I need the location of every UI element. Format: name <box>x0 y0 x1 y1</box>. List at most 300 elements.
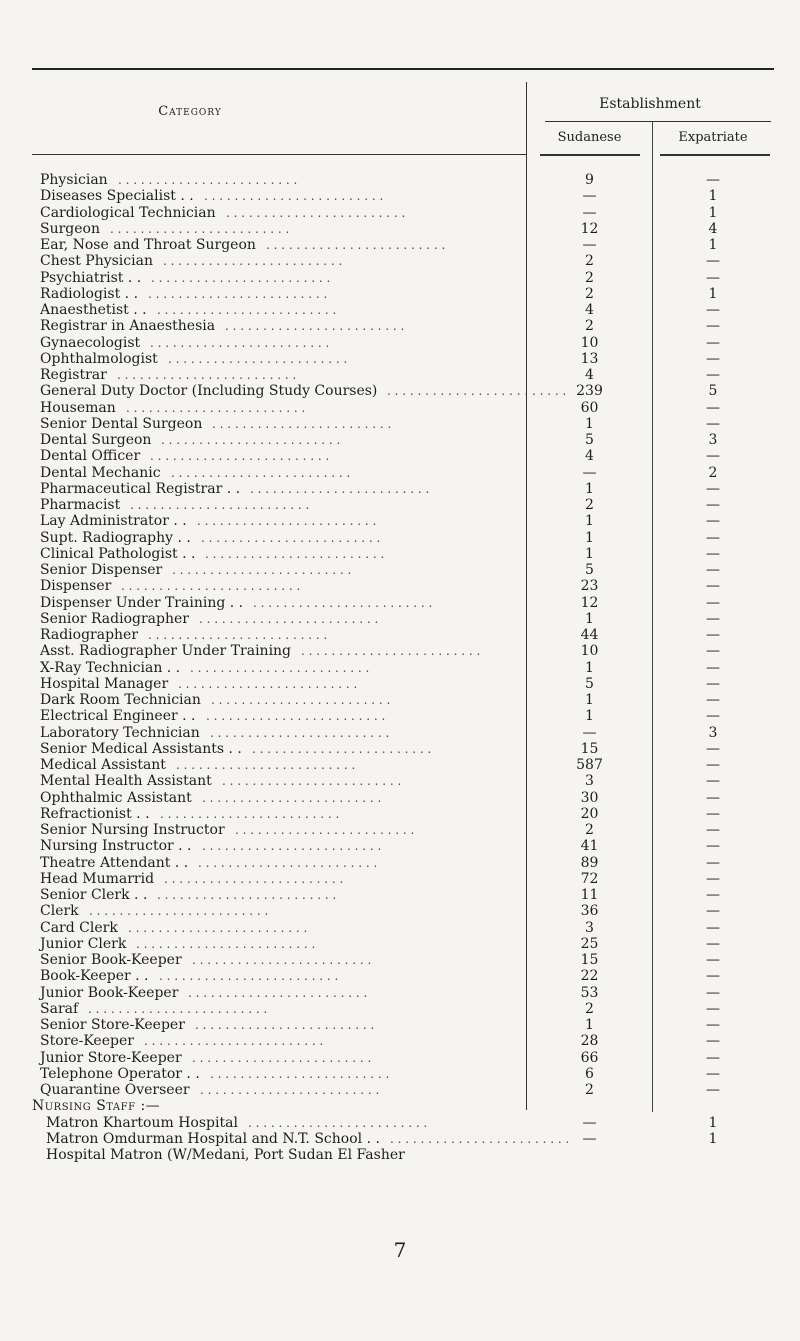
dot-leader: . . . . . . . . . . . . . . . . . . . . . . . . <box>222 774 402 789</box>
expatriate-count: — <box>706 594 720 611</box>
dot-leader: . . . . . . . . . . . . . . . . . . . . . . . . <box>121 579 301 594</box>
sudanese-count: 30 <box>580 789 599 806</box>
category-label: Senior Book-Keeper <box>40 952 182 968</box>
sudanese-count: 89 <box>580 854 599 871</box>
category-label: Junior Clerk <box>40 935 127 952</box>
expatriate-count: — <box>706 415 720 432</box>
category-label: Matron Omdurman Hospital and N.T. School . . <box>46 1130 380 1147</box>
category-label: Quarantine Overseer <box>40 1082 190 1098</box>
table-row <box>0 887 800 903</box>
sudanese-count: 9 <box>585 172 594 188</box>
expatriate-count: — <box>706 740 720 757</box>
table-row <box>0 188 800 204</box>
dot-leader: . . . . . . . . . . . . . . . . . . . . . . . . <box>204 189 384 204</box>
expatriate-count: — <box>706 968 720 985</box>
dot-leader: . . . . . . . . . . . . . . . . . . . . . . . . <box>126 400 306 415</box>
dot-leader: . . . . . . . . . . . . . . . . . . . . . . . . <box>198 855 378 870</box>
sudanese-count: — <box>582 204 597 221</box>
sudanese-count: 2 <box>585 822 594 838</box>
expatriate-count: — <box>706 1033 720 1050</box>
table-row <box>0 790 800 806</box>
expatriate-count: — <box>706 578 720 595</box>
expatriate-count: — <box>706 545 720 562</box>
expatriate-count: — <box>706 903 720 920</box>
expatriate-count: 2 <box>708 464 718 481</box>
sudanese-count: — <box>582 464 597 481</box>
category-label: Senior Dispenser <box>40 562 163 578</box>
table-row <box>0 1131 800 1147</box>
dot-leader: . . . . . . . . . . . . . . . . . . . . . . . . <box>190 660 370 675</box>
sudanese-count: — <box>582 188 597 205</box>
dot-leader: . . . . . . . . . . . . . . . . . . . . . . . . <box>168 351 348 366</box>
expatriate-count: — <box>706 610 720 627</box>
expatriate-count: — <box>706 789 720 806</box>
sudanese-count: 587 <box>576 757 603 773</box>
expatriate-count: — <box>706 1065 720 1082</box>
dot-leader: . . . . . . . . . . . . . . . . . . . . . . . . <box>210 725 390 740</box>
dot-leader: . . . . . . . . . . . . . . . . . . . . . . . . <box>250 481 430 496</box>
dot-leader: . . . . . . . . . . . . . . . . . . . . . . . . <box>171 465 351 480</box>
category-label: Theatre Attendant . . <box>40 854 189 871</box>
expatriate-count: 3 <box>708 724 718 741</box>
dot-leader: . . . . . . . . . . . . . . . . . . . . . . . . <box>192 1050 372 1065</box>
dot-leader: . . . . . . . . . . . . . . . . . . . . . . . . <box>151 270 331 285</box>
page-number: 7 <box>393 1238 407 1262</box>
dot-leader: . . . . . . . . . . . . . . . . . . . . . . . . <box>88 1001 268 1016</box>
dot-leader: . . . . . . . . . . . . . . . . . . . . . . . . <box>178 676 358 691</box>
category-label: Clerk <box>40 903 79 920</box>
table-row <box>0 351 800 367</box>
dot-leader: . . . . . . . . . . . . . . . . . . . . . . . . <box>211 693 391 707</box>
category-label: Nursing Instructor . . <box>40 838 192 855</box>
expatriate-count: — <box>706 399 720 416</box>
expatriate-count: — <box>706 822 720 838</box>
header-rule-right <box>660 154 770 156</box>
sudanese-count: 1 <box>585 545 594 562</box>
sudanese-count: 1 <box>585 1017 594 1033</box>
dot-leader: . . . . . . . . . . . . . . . . . . . . . . . . <box>195 1018 375 1032</box>
table-row <box>0 205 800 221</box>
expatriate-count: 5 <box>708 383 718 400</box>
dot-leader: . . . . . . . . . . . . . . . . . . . . . . . . <box>128 920 308 935</box>
category-label: Matron Khartoum Hospital <box>46 1114 238 1131</box>
category-label: Ophthalmologist <box>40 350 158 367</box>
sudanese-count: 2 <box>585 318 594 335</box>
expatriate-count: 1 <box>708 1130 718 1147</box>
header-rule-left <box>32 154 526 155</box>
expatriate-count: — <box>706 887 720 903</box>
dot-leader: . . . . . . . . . . . . . . . . . . . . . . . . <box>163 254 343 269</box>
table-row <box>0 708 800 724</box>
category-label: Electrical Engineer . . <box>40 708 196 725</box>
table-row <box>0 903 800 919</box>
expatriate-count: — <box>706 302 720 318</box>
table-row <box>0 985 800 1001</box>
dot-leader: . . . . . . . . . . . . . . . . . . . . . . . . <box>201 530 381 545</box>
table-row <box>0 383 800 399</box>
sudanese-count: 2 <box>585 285 594 302</box>
category-label: Chest Physician <box>40 253 153 270</box>
sudanese-count: 1 <box>585 415 594 432</box>
sudanese-count: 1 <box>585 513 594 530</box>
table-row <box>0 936 800 952</box>
dot-leader: . . . . . . . . . . . . . . . . . . . . . . . . <box>199 611 379 626</box>
sudanese-count: 23 <box>580 578 599 595</box>
expatriate-count: — <box>706 1017 720 1033</box>
table-row <box>0 595 800 611</box>
sudanese-count: 1 <box>585 659 594 676</box>
table-row <box>0 611 800 627</box>
sudanese-count: 2 <box>585 497 594 513</box>
table-row <box>0 465 800 481</box>
header-establishment-rule <box>545 121 771 122</box>
sudanese-count: 13 <box>580 350 599 367</box>
table-row <box>0 952 800 968</box>
category-label: General Duty Doctor (Including Study Courses) <box>40 383 378 400</box>
category-label: Asst. Radiographer Under Training <box>40 643 292 660</box>
table-row <box>0 221 800 237</box>
category-label: Registrar in Anaesthesia <box>40 318 216 335</box>
category-label: Houseman <box>40 399 116 416</box>
expatriate-count: — <box>706 529 720 546</box>
table-row <box>0 1017 800 1033</box>
table-row <box>0 237 800 253</box>
table-row <box>0 497 800 513</box>
category-label: Book-Keeper . . <box>40 968 149 985</box>
sudanese-count: 239 <box>576 383 603 400</box>
header-expatriate: Expatriate <box>678 130 748 145</box>
sudanese-count: 66 <box>580 1049 599 1066</box>
sudanese-count: 44 <box>580 627 599 643</box>
category-label: Junior Store-Keeper <box>40 1049 182 1066</box>
sudanese-count: 28 <box>580 1033 599 1050</box>
table-row <box>0 627 800 643</box>
sudanese-count: 53 <box>580 984 599 1001</box>
dot-leader: . . . . . . . . . . . . . . . . . . . . . . . . <box>390 1131 570 1146</box>
table-row <box>0 871 800 887</box>
table-row <box>0 1050 800 1066</box>
table-row <box>0 448 800 464</box>
category-label: Psychiatrist . . <box>40 269 142 286</box>
table-row <box>0 335 800 351</box>
category-label: Medical Assistant <box>40 757 166 773</box>
expatriate-count: 1 <box>708 1114 718 1131</box>
table-row <box>0 773 800 789</box>
table-row <box>0 578 800 594</box>
expatriate-count: — <box>706 627 720 643</box>
dot-leader: . . . . . . . . . . . . . . . . . . . . . . . . <box>172 563 352 577</box>
dot-leader: . . . . . . . . . . . . . . . . . . . . . . . . <box>117 368 297 382</box>
expatriate-count: — <box>706 448 720 465</box>
sudanese-count: 1 <box>585 692 594 708</box>
category-label: Dispenser <box>40 578 112 595</box>
category-label: Dental Surgeon <box>40 432 152 448</box>
expatriate-count: — <box>706 643 720 660</box>
sudanese-count: 60 <box>580 399 599 416</box>
header-sudanese: Sudanese <box>557 130 622 145</box>
expatriate-count: — <box>706 692 720 708</box>
table-row <box>0 546 800 562</box>
sudanese-count: — <box>582 237 597 253</box>
expatriate-count: — <box>706 870 720 887</box>
expatriate-count: — <box>706 854 720 871</box>
expatriate-count: — <box>706 480 720 497</box>
table-row <box>0 725 800 741</box>
category-label: Card Clerk <box>40 919 118 936</box>
category-label: Senior Nursing Instructor <box>40 822 225 838</box>
table-row <box>0 676 800 692</box>
dot-leader: . . . . . . . . . . . . . . . . . . . . . . . . <box>159 969 339 984</box>
dot-leader: . . . . . . . . . . . . . . . . . . . . . . . . <box>136 936 316 951</box>
expatriate-count: — <box>706 935 720 952</box>
category-label: Pharmaceutical Registrar . . <box>40 480 241 497</box>
dot-leader: . . . . . . . . . . . . . . . . . . . . . . . . <box>176 758 356 772</box>
category-label: Mental Health Assistant <box>40 773 212 790</box>
category-label: Senior Radiographer <box>40 610 189 627</box>
category-label: Hospital Manager <box>40 675 169 692</box>
category-label: Junior Book-Keeper <box>40 984 179 1001</box>
sudanese-count: 12 <box>580 594 599 611</box>
category-label: X-Ray Technician . . <box>40 659 181 676</box>
table-row <box>0 400 800 416</box>
expatriate-count: — <box>706 172 720 188</box>
sudanese-count: 15 <box>580 740 599 757</box>
sudanese-count: 22 <box>580 968 599 985</box>
category-label: Store-Keeper <box>40 1033 134 1050</box>
dot-leader: . . . . . . . . . . . . . . . . . . . . . . . . <box>202 839 382 854</box>
sudanese-count: 11 <box>580 887 599 903</box>
table-row <box>0 253 800 269</box>
expatriate-count: — <box>706 984 720 1001</box>
table-row <box>0 1147 800 1163</box>
table-row <box>0 822 800 838</box>
sudanese-count: 1 <box>585 480 594 497</box>
expatriate-count: — <box>706 659 720 676</box>
expatriate-count: — <box>706 318 720 335</box>
expatriate-count: — <box>706 253 720 270</box>
sudanese-count: 15 <box>580 952 599 968</box>
dot-leader: . . . . . . . . . . . . . . . . . . . . . . . . <box>301 644 481 659</box>
expatriate-count: — <box>706 367 720 383</box>
table-row <box>0 757 800 773</box>
sudanese-count: 5 <box>585 432 594 448</box>
sudanese-count: 1 <box>585 529 594 546</box>
expatriate-count: 1 <box>708 188 718 205</box>
dot-leader: . . . . . . . . . . . . . . . . . . . . . . . . <box>206 709 386 724</box>
category-label: Cardiological Technician <box>40 204 216 221</box>
table-row <box>0 318 800 334</box>
category-label: Senior Clerk . . <box>40 887 148 903</box>
expatriate-count: — <box>706 497 720 513</box>
sudanese-count: — <box>582 724 597 741</box>
sudanese-count: 3 <box>585 773 594 790</box>
category-label: Dental Officer <box>40 448 141 465</box>
table-row <box>0 1033 800 1049</box>
table-row <box>0 513 800 529</box>
expatriate-count: 1 <box>708 285 718 302</box>
dot-leader: . . . . . . . . . . . . . . . . . . . . . . . . <box>130 498 310 512</box>
table-row <box>0 660 800 676</box>
sudanese-count: — <box>582 1130 597 1147</box>
table-row <box>0 692 800 708</box>
expatriate-count: — <box>706 919 720 936</box>
table-row <box>0 1001 800 1017</box>
dot-leader: . . . . . . . . . . . . . . . . . . . . . . . . <box>150 449 330 464</box>
expatriate-count: — <box>706 334 720 351</box>
category-label: Hospital Matron (W/Medani, Port Sudan El Fasher <box>46 1147 405 1163</box>
dot-leader: . . . . . . . . . . . . . . . . . . . . . . . . <box>144 1034 324 1049</box>
expatriate-count: — <box>706 757 720 773</box>
expatriate-count: — <box>706 805 720 822</box>
section-heading <box>0 1098 800 1114</box>
sudanese-count: 72 <box>580 870 599 887</box>
dot-leader: . . . . . . . . . . . . . . . . . . . . . . . . <box>89 904 269 919</box>
dot-leader: . . . . . . . . . . . . . . . . . . . . . . . . <box>202 790 382 805</box>
sudanese-count: 4 <box>585 367 594 383</box>
table-row <box>0 286 800 302</box>
dot-leader: . . . . . . . . . . . . . . . . . . . . . . . . <box>253 595 433 610</box>
expatriate-count: — <box>706 562 720 578</box>
expatriate-count: 1 <box>708 237 718 253</box>
dot-leader: . . . . . . . . . . . . . . . . . . . . . . . . <box>157 303 337 317</box>
expatriate-count: — <box>706 269 720 286</box>
expatriate-count: — <box>706 1000 720 1017</box>
header-establishment: Establishment <box>599 96 701 112</box>
category-label: Registrar <box>40 367 107 383</box>
dot-leader: . . . . . . . . . . . . . . . . . . . . . . . . <box>150 335 330 350</box>
table-row <box>0 302 800 318</box>
table-row <box>0 741 800 757</box>
sudanese-count: 2 <box>585 1000 594 1017</box>
expatriate-count: — <box>706 1082 720 1098</box>
dot-leader: . . . . . . . . . . . . . . . . . . . . . . . . <box>164 871 344 886</box>
expatriate-count: 1 <box>708 204 718 221</box>
category-label: Dark Room Technician <box>40 692 201 708</box>
category-label: Radiographer <box>40 627 139 643</box>
category-label: Dental Mechanic <box>40 464 161 481</box>
dot-leader: . . . . . . . . . . . . . . . . . . . . . . . . <box>200 1083 380 1097</box>
table-row <box>0 920 800 936</box>
table-row <box>0 530 800 546</box>
expatriate-count: 4 <box>708 220 718 237</box>
expatriate-count: — <box>706 838 720 855</box>
table-row <box>0 367 800 383</box>
category-label: Diseases Specialist . . <box>40 188 194 205</box>
expatriate-count: — <box>706 350 720 367</box>
dot-leader: . . . . . . . . . . . . . . . . . . . . . . . . <box>188 985 368 1000</box>
category-label: Senior Medical Assistants . . <box>40 740 242 757</box>
table-row <box>0 481 800 497</box>
category-label: Dispenser Under Training . . <box>40 594 244 611</box>
category-label: Senior Dental Surgeon <box>40 415 203 432</box>
expatriate-count: — <box>706 1049 720 1066</box>
table-row <box>0 1115 800 1131</box>
category-label: Ear, Nose and Throat Surgeon <box>40 237 256 253</box>
category-label: Nursing Staff :— <box>32 1098 161 1115</box>
category-label: Supt. Radiography . . <box>40 529 191 546</box>
dot-leader: . . . . . . . . . . . . . . . . . . . . . . . . <box>192 953 372 967</box>
category-label: Gynaecologist <box>40 334 141 351</box>
dot-leader: . . . . . . . . . . . . . . . . . . . . . . . . <box>248 1115 428 1130</box>
table-row <box>0 432 800 448</box>
category-label: Refractionist . . <box>40 805 150 822</box>
dot-leader: . . . . . . . . . . . . . . . . . . . . . . . . <box>110 221 290 236</box>
sudanese-count: 2 <box>585 269 594 286</box>
dot-leader: . . . . . . . . . . . . . . . . . . . . . . . . <box>210 1066 390 1081</box>
dot-leader: . . . . . . . . . . . . . . . . . . . . . . . . <box>157 888 337 902</box>
expatriate-count: — <box>706 708 720 725</box>
sudanese-count: 6 <box>585 1065 594 1082</box>
sudanese-count: 4 <box>585 448 594 465</box>
sudanese-count: 1 <box>585 610 594 627</box>
table-row <box>0 562 800 578</box>
sudanese-count: 10 <box>580 643 599 660</box>
expatriate-count: 3 <box>708 432 718 448</box>
table-row <box>0 1066 800 1082</box>
table-row <box>0 643 800 659</box>
expatriate-count: — <box>706 675 720 692</box>
category-label: Ophthalmic Assistant <box>40 789 192 806</box>
table-row <box>0 806 800 822</box>
category-label: Senior Store-Keeper <box>40 1017 185 1033</box>
expatriate-count: — <box>706 513 720 530</box>
dot-leader: . . . . . . . . . . . . . . . . . . . . . . . . <box>205 546 385 561</box>
sudanese-count: 36 <box>580 903 599 920</box>
dot-leader: . . . . . . . . . . . . . . . . . . . . . . . . <box>197 514 377 529</box>
sudanese-count: 2 <box>585 253 594 270</box>
category-label: Radiologist . . <box>40 285 139 302</box>
establishment-table <box>0 172 800 1163</box>
table-row <box>0 1082 800 1098</box>
expatriate-count: — <box>706 952 720 968</box>
table-row <box>0 968 800 984</box>
sudanese-count: 5 <box>585 675 594 692</box>
category-label: Surgeon <box>40 220 100 237</box>
header-category: Category <box>158 104 222 119</box>
category-label: Anaesthetist . . <box>40 302 147 318</box>
dot-leader: . . . . . . . . . . . . . . . . . . . . . . . . <box>252 741 432 756</box>
sudanese-count: 4 <box>585 302 594 318</box>
table-row <box>0 416 800 432</box>
dot-leader: . . . . . . . . . . . . . . . . . . . . . . . . <box>226 205 406 220</box>
category-label: Pharmacist <box>40 497 121 513</box>
dot-leader: . . . . . . . . . . . . . . . . . . . . . . . . <box>212 416 392 431</box>
category-label: Clinical Pathologist . . <box>40 545 196 562</box>
sudanese-count: 1 <box>585 708 594 725</box>
sudanese-count: 20 <box>580 805 599 822</box>
dot-leader: . . . . . . . . . . . . . . . . . . . . . . . . <box>148 628 328 642</box>
category-label: Saraf <box>40 1000 79 1017</box>
table-row <box>0 270 800 286</box>
header-rule-middle <box>540 154 640 156</box>
category-label: Head Mumarrid <box>40 870 155 887</box>
expatriate-count: — <box>706 773 720 790</box>
table-row <box>0 838 800 854</box>
sudanese-count: 10 <box>580 334 599 351</box>
dot-leader: . . . . . . . . . . . . . . . . . . . . . . . . <box>161 433 341 447</box>
dot-leader: . . . . . . . . . . . . . . . . . . . . . . . . <box>160 806 340 821</box>
sudanese-count: — <box>582 1114 597 1131</box>
category-label: Telephone Operator . . <box>40 1065 200 1082</box>
sudanese-count: 5 <box>585 562 594 578</box>
table-row <box>0 855 800 871</box>
dot-leader: . . . . . . . . . . . . . . . . . . . . . . . . <box>225 319 405 334</box>
category-label: Lay Administrator . . <box>40 513 187 530</box>
dot-leader: . . . . . . . . . . . . . . . . . . . . . . . . <box>118 173 298 187</box>
category-label: Physician <box>40 172 108 188</box>
dot-leader: . . . . . . . . . . . . . . . . . . . . . . . . <box>387 384 567 399</box>
sudanese-count: 12 <box>580 220 599 237</box>
